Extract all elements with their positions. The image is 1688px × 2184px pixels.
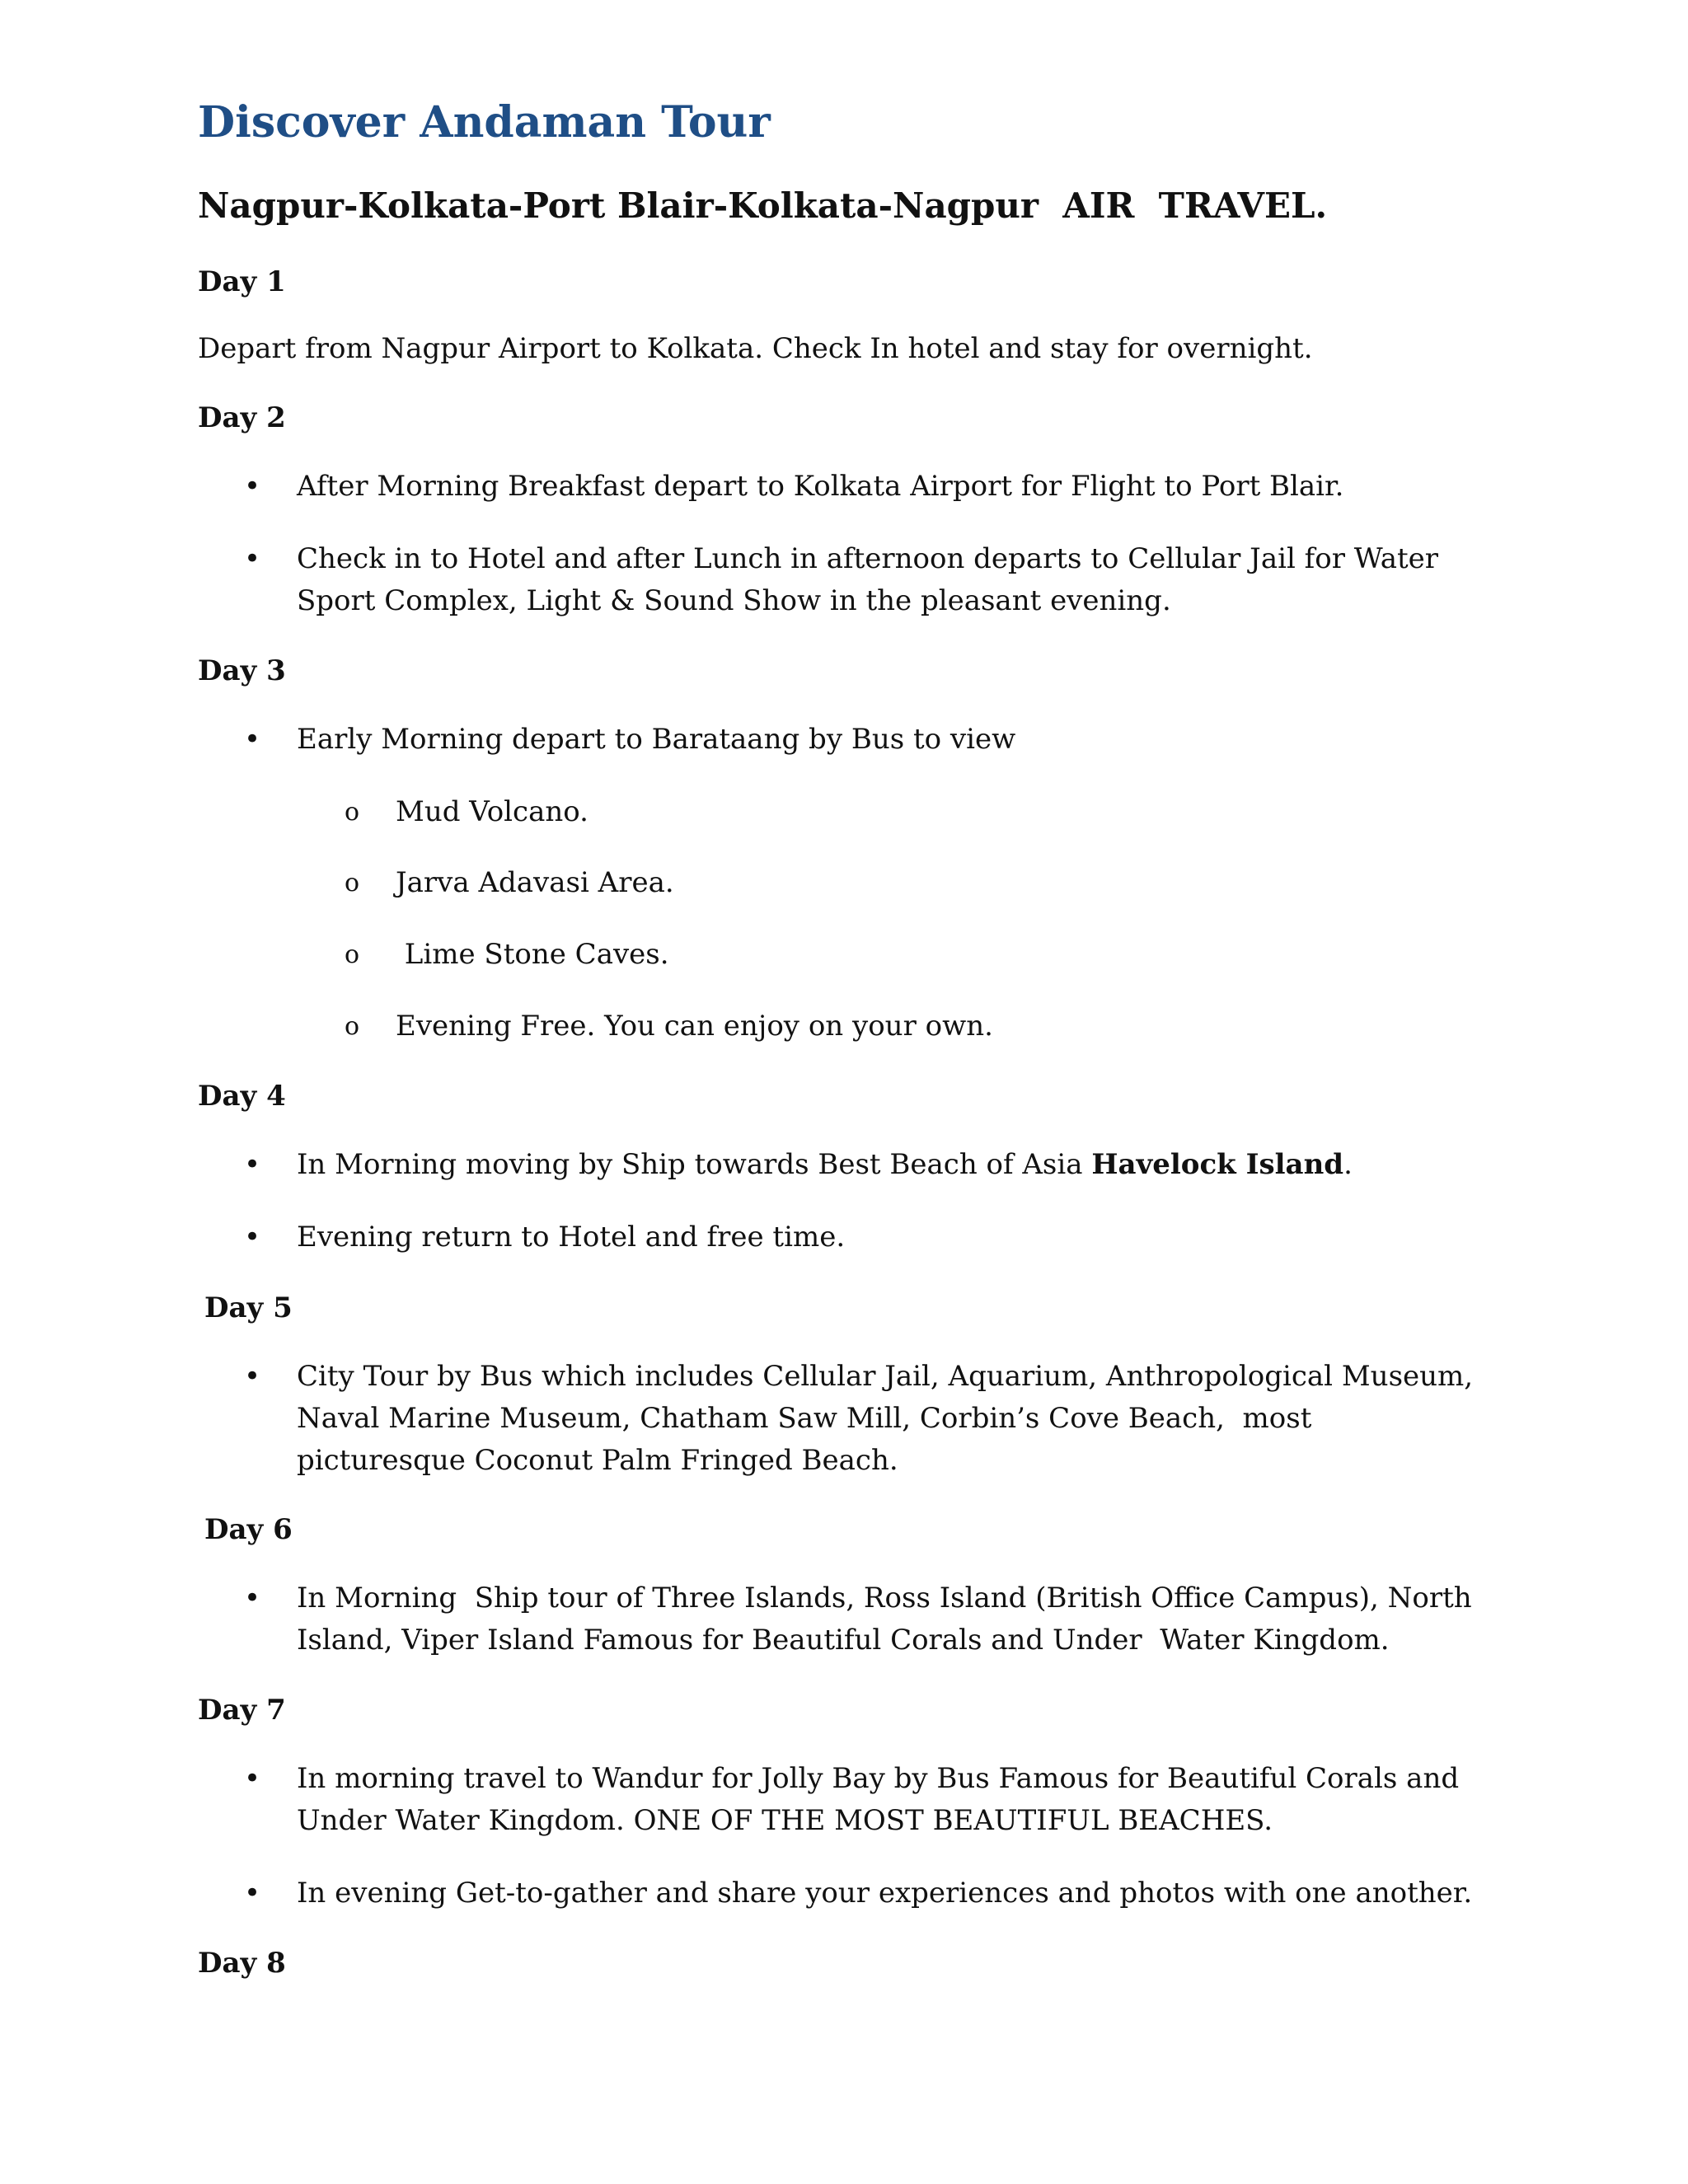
day-3-subitem-4: Evening Free. You can enjoy on your own. (396, 1010, 993, 1043)
bullet-icon: • (244, 1582, 261, 1615)
day-3-subitem-3: Lime Stone Caves. (396, 938, 669, 971)
bullet-icon: • (244, 723, 261, 756)
day-7-item-2: In evening Get-to-gather and share your experiences and photos with one another. (297, 1877, 1473, 1910)
day-4-heading: Day 4 (198, 1080, 286, 1113)
bullet-icon: • (244, 470, 261, 503)
bullet-icon: • (244, 1221, 261, 1254)
bullet-icon: • (244, 1877, 261, 1910)
bullet-icon: • (244, 1360, 261, 1393)
day-4-item-1 (297, 1144, 1484, 1186)
document-title: Discover Andaman Tour (198, 97, 771, 148)
day-4-item-1-text: In Morning moving by Ship towards Best Beach of Asia (297, 1148, 1092, 1181)
day-8-heading: Day 8 (198, 1947, 286, 1980)
sub-bullet-icon: o (345, 798, 360, 827)
day-5-heading: Day 5 (204, 1291, 293, 1324)
sub-bullet-icon: o (345, 1012, 360, 1041)
day-3-item-1: Early Morning depart to Barataang by Bus to view (297, 723, 1016, 756)
day-7-item-1: In morning travel to Wandur for Jolly Bay by Bus Famous for Beautiful Corals and Under Water Kingdom. ONE OF THE MOST BEAUTIFUL BEACHES. (297, 1762, 1468, 1837)
bullet-icon: • (244, 1762, 261, 1795)
day-7-heading: Day 7 (198, 1694, 286, 1727)
day-6-heading: Day 6 (204, 1513, 293, 1546)
bullet-icon: • (244, 1148, 261, 1181)
day-4-item-1-end: . (1343, 1148, 1353, 1181)
day-4-item-2: Evening return to Hotel and free time. (297, 1221, 846, 1254)
sub-bullet-icon: o (345, 869, 360, 898)
day-3-subitem-1: Mud Volcano. (396, 795, 588, 828)
day-3-subitem-2: Jarva Adavasi Area. (396, 866, 674, 899)
day-5-item-1: City Tour by Bus which includes Cellular Jail, Aquarium, Anthropological Museum, Naval Marine Museum, Chatham Saw Mill, Corbin’s Cove Beach, most picturesque Coconut Palm Fringed Beach. (297, 1360, 1482, 1477)
day-2-item-2: Check in to Hotel and after Lunch in afternoon departs to Cellular Jail for Water Sport Complex, Light & Sound Show in the pleasant evening. (297, 542, 1447, 617)
day-3-heading: Day 3 (198, 654, 286, 687)
route-subtitle: Nagpur-Kolkata-Port Blair-Kolkata-Nagpur AIR TRAVEL. (198, 185, 1328, 226)
sub-bullet-icon: o (345, 940, 360, 969)
havelock-island-bold: Havelock Island (1091, 1148, 1344, 1181)
day-2-heading: Day 2 (198, 401, 286, 434)
day-1-text: Depart from Nagpur Airport to Kolkata. Check In hotel and stay for overnight. (198, 332, 1313, 365)
day-1-heading: Day 1 (198, 265, 286, 298)
day-2-item-1: After Morning Breakfast depart to Kolkata Airport for Flight to Port Blair. (297, 470, 1344, 503)
day-6-item-1: In Morning Ship tour of Three Islands, Ross Island (British Office Campus), North Island, Viper Island Famous for Beautiful Corals and Under Water Kingdom. (297, 1582, 1481, 1657)
bullet-icon: • (244, 542, 261, 575)
